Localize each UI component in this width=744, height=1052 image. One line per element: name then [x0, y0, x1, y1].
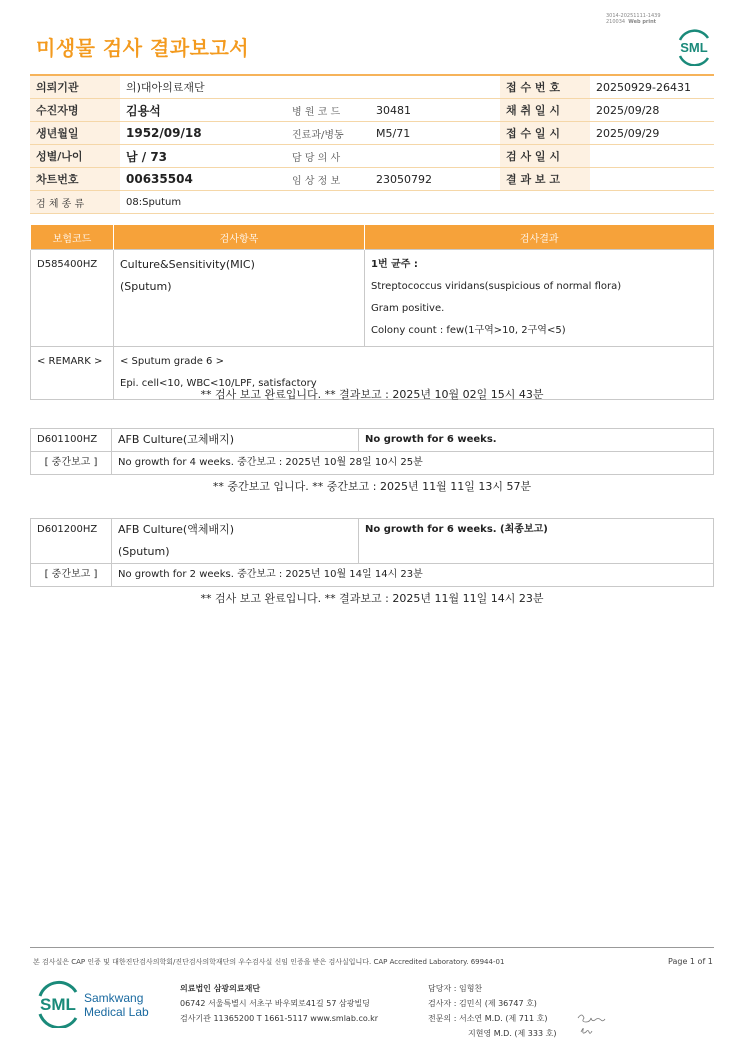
value-specimen: 08:Sputum — [120, 191, 714, 214]
interim-status-note: ** 중간보고 입니다. ** 중간보고 : 2025년 11월 11일 13시 57분 — [212, 480, 532, 493]
value-sex-age: 남 / 73 — [120, 145, 286, 168]
samkwang-logo — [36, 980, 156, 1028]
organization-info — [180, 981, 378, 1026]
value-receipt-date: 2025/09/29 — [590, 122, 714, 145]
table-row — [31, 250, 714, 347]
item-cell: AFB Culture(고체배지) — [112, 429, 359, 452]
value-collect-date: 2025/09/28 — [590, 99, 714, 122]
sml-logo-icon — [36, 980, 156, 1028]
label-receipt-no: 접 수 번 호 — [500, 75, 590, 99]
logo-text: SML — [40, 995, 76, 1014]
value-requester: 의)대아의료재단 — [120, 75, 500, 99]
table-row — [31, 429, 714, 452]
patient-info-table — [30, 74, 714, 214]
stamp-line1: 3014-20251111-1439 — [606, 13, 661, 19]
value-birthdate: 1952/09/18 — [120, 122, 286, 145]
item-name: AFB Culture(액체배지) — [118, 523, 235, 536]
interim-text: No growth for 2 weeks. 중간보고 : 2025년 10월 14일 14시 23분 — [112, 564, 714, 587]
result-line: Colony count : few(1구역>10, 2구역<5) — [371, 325, 566, 336]
value-receipt-no: 20250929-26431 — [590, 75, 714, 99]
logo-text: SML — [680, 40, 708, 55]
org-address: 06742 서울특별시 서초구 바우뫼로41길 57 삼광빌딩 — [180, 999, 370, 1008]
label-hospital-code: 병 원 코 드 — [286, 99, 370, 122]
header-test-result: 검사결과 — [365, 225, 714, 250]
report-title: 미생물 검사 결과보고서 — [36, 36, 250, 60]
page-number: Page 1 of 1 — [668, 957, 713, 966]
result-cell: No growth for 6 weeks. (최종보고) — [359, 519, 714, 564]
result-line: Gram positive. — [371, 303, 445, 314]
label-birthdate: 생년월일 — [30, 122, 120, 145]
item-cell — [114, 250, 365, 347]
result-table-culture — [30, 225, 714, 400]
label-chart-no: 차트번호 — [30, 168, 120, 191]
info-row — [30, 191, 714, 214]
info-row — [30, 168, 714, 191]
header-test-item: 검사항목 — [114, 225, 365, 250]
interim-label: [ 중간보고 ] — [31, 452, 112, 475]
info-row — [30, 145, 714, 168]
report-status-note: ** 검사 보고 완료입니다. ** 결과보고 : 2025년 10월 02일 15시 43분 — [200, 388, 544, 401]
value-doctor — [370, 145, 500, 168]
result-line: Streptococcus viridans(suspicious of normal flora) — [371, 281, 622, 292]
item-name: Culture&Sensitivity(MIC) — [120, 258, 255, 271]
value-result-report — [590, 168, 714, 191]
signature-icon — [575, 1010, 607, 1038]
item-specimen: (Sputum) — [120, 280, 172, 293]
value-patient-name: 김용석 — [120, 99, 286, 122]
result-cell: No growth for 6 weeks. — [359, 429, 714, 452]
staff-manager: 담당자 : 임형찬 — [428, 984, 483, 993]
org-contact: 검사기관 11365200 T 1661-5117 www.smlab.co.kr — [180, 1014, 379, 1023]
sml-logo-icon — [674, 26, 714, 66]
label-collect-date: 채 취 일 시 — [500, 99, 590, 122]
value-department: M5/71 — [370, 122, 500, 145]
logo-name-line1: Samkwang — [84, 991, 144, 1005]
value-chart-no: 00635504 — [120, 168, 286, 191]
stamp-line2: 210034 — [606, 19, 626, 25]
report-status-note: ** 검사 보고 완료입니다. ** 결과보고 : 2025년 11월 11일 14시 23분 — [200, 592, 544, 605]
interim-text: No growth for 4 weeks. 중간보고 : 2025년 10월 28일 10시 25분 — [112, 452, 714, 475]
label-patient-name: 수진자명 — [30, 99, 120, 122]
table-row — [31, 564, 714, 587]
label-requester: 의뢰기관 — [30, 75, 120, 99]
remark-line: < Sputum grade 6 > — [120, 356, 224, 367]
info-row — [30, 122, 714, 145]
item-specimen: (Sputum) — [118, 545, 170, 558]
stamp-webprint: Web print — [628, 19, 657, 25]
code-cell: D601100HZ — [31, 429, 112, 452]
code-cell: D601200HZ — [31, 519, 112, 564]
label-sex-age: 성별/나이 — [30, 145, 120, 168]
label-department: 진료과/병동 — [286, 122, 370, 145]
result-cell — [365, 250, 714, 347]
label-doctor: 담 당 의 사 — [286, 145, 370, 168]
result-table-afb-liquid — [30, 518, 714, 587]
staff-tester: 검사자 : 김민식 (제 36747 호) — [428, 999, 537, 1008]
label-specimen: 검 체 종 류 — [30, 191, 120, 214]
value-hospital-code: 30481 — [370, 99, 500, 122]
info-row — [30, 75, 714, 99]
interim-label: [ 중간보고 ] — [31, 564, 112, 587]
org-name: 의료법인 삼광의료재단 — [180, 984, 261, 993]
header-insurance-code: 보험코드 — [31, 225, 114, 250]
staff-specialist: 전문의 : 서소연 M.D. (제 711 호) — [428, 1014, 548, 1023]
label-receipt-date: 접 수 일 시 — [500, 122, 590, 145]
table-row — [31, 519, 714, 564]
label-result-report: 결 과 보 고 — [500, 168, 590, 191]
result-line: 1번 균주 : — [371, 259, 418, 270]
certification-text: 본 검사실은 CAP 인증 및 대한진단검사의학회/진단검사의학재단의 우수검사실 신임 인증을 받은 검사실입니다. CAP Accredited Laboratory. 69944-01 — [33, 958, 505, 966]
info-row — [30, 99, 714, 122]
remark-label: < REMARK > — [31, 347, 114, 400]
value-clinical-info: 23050792 — [370, 168, 500, 191]
remark-line: Epi. cell<10, WBC<10/LPF, satisfactory — [120, 378, 317, 389]
code-cell: D585400HZ — [31, 250, 114, 347]
staff-info — [428, 981, 556, 1041]
item-cell — [112, 519, 359, 564]
print-stamp — [606, 13, 661, 25]
label-test-date: 검 사 일 시 — [500, 145, 590, 168]
logo-name-line2: Medical Lab — [84, 1005, 149, 1019]
staff-specialist-2: 지현영 M.D. (제 333 호) — [468, 1029, 557, 1038]
label-clinical-info: 임 상 정 보 — [286, 168, 370, 191]
table-row — [31, 452, 714, 475]
value-test-date — [590, 145, 714, 168]
result-table-afb-solid — [30, 428, 714, 475]
footer-divider — [30, 947, 714, 948]
